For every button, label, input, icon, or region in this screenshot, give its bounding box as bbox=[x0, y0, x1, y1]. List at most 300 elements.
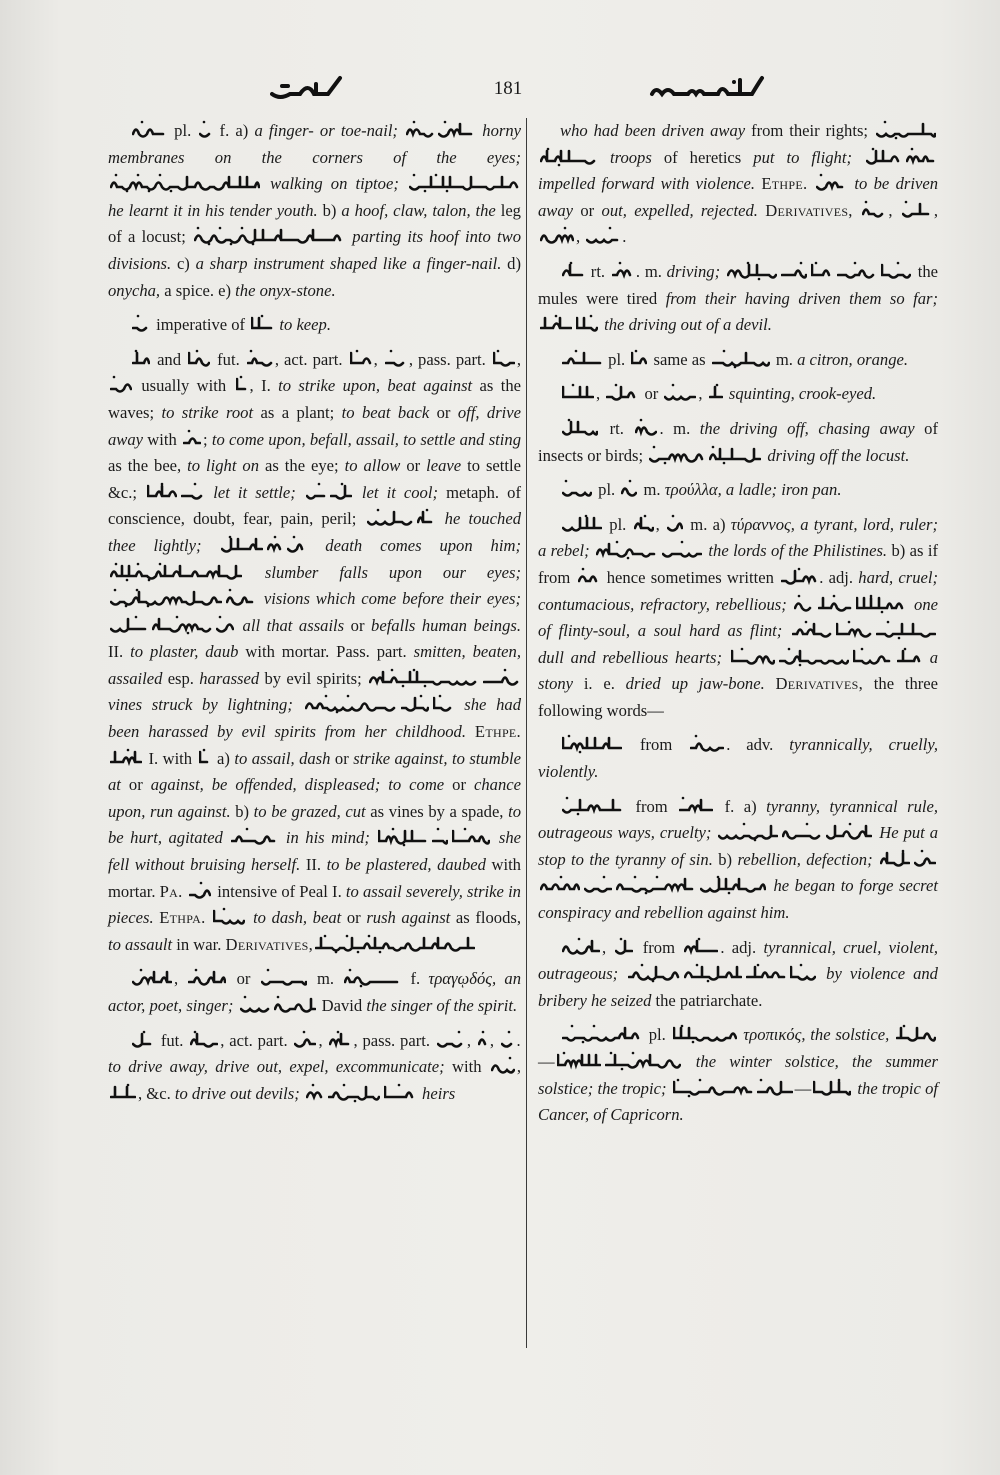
syriac-word bbox=[110, 562, 242, 582]
italic-gloss: let it cool; bbox=[353, 482, 447, 502]
syriac-word bbox=[578, 567, 600, 587]
italic-gloss: to plaster, daub bbox=[130, 642, 246, 662]
syriac-word bbox=[902, 200, 932, 220]
syriac-word bbox=[562, 796, 624, 816]
dictionary-entry bbox=[538, 118, 938, 251]
page-number: 181 bbox=[493, 78, 523, 99]
syriac-word bbox=[274, 995, 316, 1015]
italic-gloss: an actor, poet, singer; bbox=[108, 969, 522, 1015]
syriac-word bbox=[493, 349, 515, 369]
syriac-word bbox=[188, 968, 226, 988]
italic-gloss: leave bbox=[426, 456, 468, 476]
syriac-word bbox=[584, 875, 612, 895]
small-caps-label: Ethpa. bbox=[159, 908, 212, 928]
syriac-word bbox=[478, 1030, 488, 1050]
entry-text: m. bbox=[308, 969, 343, 989]
italic-gloss: to strike root bbox=[161, 402, 261, 422]
syriac-word bbox=[897, 647, 921, 667]
italic-gloss: she had been harassed by evil spirits from her childhood. bbox=[108, 695, 521, 742]
greek-word: τρούλλα, bbox=[664, 480, 722, 500]
entry-text: , &c. bbox=[138, 1083, 175, 1103]
italic-gloss: impelled forward with violence. bbox=[538, 174, 762, 194]
italic-gloss: a tyrant, lord, ruler; a rebel; bbox=[538, 514, 938, 561]
entry-text: usually with bbox=[134, 376, 234, 396]
italic-gloss: out, expelled, rejected. bbox=[601, 200, 766, 220]
entry-text: d) bbox=[507, 253, 521, 273]
entry-text: and bbox=[152, 349, 187, 369]
syriac-word bbox=[635, 418, 657, 438]
syriac-word bbox=[700, 875, 766, 895]
syriac-word bbox=[216, 615, 234, 635]
italic-gloss: against, be offended, displeased; to come bbox=[150, 775, 453, 795]
italic-gloss: by violence and bribery he seized bbox=[538, 964, 938, 1010]
entry-text: of insects or birds; bbox=[538, 418, 938, 465]
syriac-word bbox=[779, 647, 849, 667]
italic-gloss: tyrannical, cruel, violent, outrageous; bbox=[538, 937, 938, 984]
small-caps-label: Ethpe. bbox=[761, 174, 815, 194]
italic-gloss: strike against, to stumble at bbox=[108, 748, 521, 795]
italic-gloss: a finger- or toe-nail; bbox=[254, 121, 405, 140]
syriac-word bbox=[562, 734, 622, 754]
italic-gloss: he learnt it in his tender youth. bbox=[108, 200, 323, 220]
syriac-word bbox=[727, 261, 777, 281]
entry-text: or bbox=[334, 748, 354, 768]
entry-text: , bbox=[466, 1030, 476, 1050]
syriac-word bbox=[757, 1078, 793, 1098]
syriac-word bbox=[649, 445, 705, 465]
italic-gloss: parting its hoof into two divisions. bbox=[108, 227, 522, 273]
syriac-word bbox=[876, 120, 936, 140]
entry-text: with mortar. bbox=[108, 855, 521, 901]
entry-text: f. bbox=[402, 969, 429, 989]
italic-gloss: harassed bbox=[199, 668, 265, 688]
syriac-word bbox=[781, 261, 807, 281]
italic-gloss: to allow bbox=[344, 456, 407, 476]
syriac-word bbox=[384, 1083, 416, 1103]
entry-text: to settle &c.; bbox=[108, 456, 521, 502]
italic-gloss: . to drive away, drive out, expel, excommunicate; bbox=[108, 1030, 522, 1077]
syriac-word bbox=[562, 1024, 642, 1044]
small-caps-label: Derivatives, bbox=[775, 674, 864, 694]
syriac-word bbox=[605, 1051, 681, 1071]
syriac-word bbox=[190, 1030, 218, 1050]
syriac-word bbox=[110, 1083, 136, 1103]
italic-gloss: vines struck by lightning; bbox=[108, 695, 303, 715]
syriac-word bbox=[811, 261, 833, 281]
syriac-word bbox=[199, 120, 211, 140]
entry-text: of heretics bbox=[663, 147, 754, 167]
entry-text: b) bbox=[718, 849, 738, 869]
syriac-word bbox=[782, 822, 822, 842]
entry-text: i. e. bbox=[583, 674, 626, 694]
entry-text: . adj. bbox=[720, 937, 764, 957]
syriac-word bbox=[267, 535, 283, 555]
syriac-word bbox=[132, 314, 150, 334]
entry-text: or bbox=[452, 775, 474, 795]
syriac-word bbox=[330, 482, 352, 502]
entry-text: m. bbox=[771, 349, 798, 369]
entry-text: — bbox=[538, 1052, 555, 1071]
italic-gloss: the winter solstice, the summer solstice; the tropic; bbox=[538, 1052, 938, 1098]
entry-text: , bbox=[576, 227, 585, 247]
entry-text: esp. bbox=[167, 668, 200, 688]
entry-text: pl. bbox=[594, 480, 620, 500]
entry-text: or bbox=[640, 384, 663, 404]
syriac-word bbox=[132, 120, 166, 140]
syriac-word bbox=[557, 1051, 601, 1071]
syriac-word bbox=[189, 881, 211, 901]
syriac-word bbox=[401, 694, 429, 714]
entry-text: , bbox=[933, 200, 938, 220]
italic-gloss: a ladle; iron pan. bbox=[721, 480, 842, 500]
syriac-word bbox=[562, 261, 584, 281]
dictionary-entry bbox=[538, 477, 938, 504]
syriac-word bbox=[631, 349, 647, 369]
entry-text: , bbox=[888, 200, 900, 220]
italic-gloss: one of flinty-soul, a soul hard as flint; bbox=[538, 594, 938, 641]
entry-text: , pass. part. bbox=[353, 1030, 435, 1050]
entry-text: or bbox=[346, 908, 367, 928]
syriac-word bbox=[110, 748, 142, 768]
entry-text: hence sometimes written bbox=[601, 567, 780, 587]
syriac-word bbox=[213, 907, 245, 927]
syriac-word bbox=[294, 1030, 316, 1050]
syriac-word bbox=[586, 226, 620, 246]
italic-gloss: off, drive away bbox=[108, 402, 521, 449]
syriac-word bbox=[132, 1030, 154, 1050]
italic-gloss: to be hurt, agitated bbox=[108, 801, 521, 848]
italic-gloss: let it settle; bbox=[205, 482, 304, 502]
syriac-word bbox=[792, 620, 832, 640]
syriac-running-head-right bbox=[648, 74, 768, 104]
syriac-word bbox=[562, 418, 598, 438]
syriac-word bbox=[483, 668, 519, 688]
italic-gloss: befalls human beings. bbox=[371, 615, 521, 635]
syriac-word bbox=[896, 1024, 936, 1044]
italic-gloss: dull and rebellious hearts; bbox=[538, 647, 729, 667]
entry-text: the three following words— bbox=[538, 674, 938, 720]
italic-gloss: the driving off, chasing away bbox=[699, 418, 925, 438]
syriac-word bbox=[746, 963, 786, 983]
syriac-word bbox=[406, 120, 434, 140]
entry-text: as floods, bbox=[455, 908, 521, 928]
italic-gloss: a hoof, claw, talon, the bbox=[341, 200, 501, 220]
entry-text: with bbox=[451, 1057, 489, 1077]
dictionary-entry bbox=[538, 347, 938, 374]
syriac-word bbox=[240, 995, 270, 1015]
syriac-word bbox=[452, 827, 490, 847]
syriac-word bbox=[432, 827, 448, 847]
small-caps-label: Ethpe. bbox=[474, 722, 521, 742]
syriac-word bbox=[188, 349, 210, 369]
syriac-word bbox=[818, 594, 852, 614]
entry-text: rt. bbox=[586, 261, 610, 281]
syriac-word bbox=[110, 375, 132, 395]
entry-text: . bbox=[622, 227, 627, 247]
syriac-word bbox=[181, 482, 203, 502]
syriac-word bbox=[344, 968, 400, 988]
syriac-word bbox=[826, 822, 872, 842]
syriac-word bbox=[684, 963, 742, 983]
dictionary-entry bbox=[538, 1022, 938, 1128]
entry-text: the mules were tired bbox=[538, 261, 939, 308]
syriac-word bbox=[881, 261, 911, 281]
syriac-word bbox=[385, 349, 407, 369]
syriac-word bbox=[562, 514, 602, 534]
syriac-word bbox=[615, 937, 633, 957]
italic-gloss: to be driven away bbox=[538, 174, 938, 220]
entry-text: or bbox=[228, 969, 259, 989]
entry-text: from bbox=[624, 735, 689, 755]
entry-text: fut. bbox=[156, 1030, 189, 1050]
italic-gloss: to dash, beat bbox=[247, 908, 347, 928]
italic-gloss: she fell without bruising herself. bbox=[108, 828, 521, 875]
entry-text: . m. bbox=[659, 418, 700, 438]
entry-text: , act. part. bbox=[274, 349, 348, 369]
entry-text: by evil spirits; bbox=[264, 668, 367, 688]
entry-text: , bbox=[602, 937, 614, 957]
syriac-word bbox=[236, 375, 248, 395]
syriac-word bbox=[247, 349, 273, 369]
entry-text: with bbox=[147, 429, 182, 449]
syriac-word bbox=[837, 261, 877, 281]
dictionary-entry bbox=[538, 732, 938, 785]
italic-gloss: all that assails bbox=[236, 615, 351, 635]
italic-gloss: death comes upon him; bbox=[307, 535, 521, 555]
italic-gloss: onycha, bbox=[108, 280, 165, 300]
syriac-word bbox=[596, 540, 658, 560]
syriac-word bbox=[437, 1030, 465, 1050]
italic-gloss: chance upon, run against. bbox=[108, 775, 521, 821]
entry-text: b) as if from bbox=[538, 541, 938, 587]
entry-text: as vines by a spade, bbox=[370, 801, 509, 821]
syriac-word bbox=[709, 445, 761, 465]
syriac-word bbox=[378, 827, 428, 847]
syriac-word bbox=[731, 647, 775, 667]
italic-gloss: he began to forge secret conspiracy and rebellion against him. bbox=[538, 876, 938, 923]
syriac-word bbox=[251, 314, 273, 334]
left-column bbox=[108, 118, 521, 1115]
syriac-word bbox=[790, 963, 816, 983]
entry-text: or bbox=[350, 615, 372, 635]
small-caps-label: Derivatives, bbox=[765, 200, 861, 220]
italic-gloss: troops bbox=[598, 147, 664, 167]
entry-text: f. a) bbox=[213, 121, 255, 140]
entry-text: c) bbox=[176, 253, 196, 273]
italic-gloss: to assail, dash bbox=[234, 748, 335, 768]
syriac-word bbox=[147, 482, 177, 502]
dictionary-entry bbox=[538, 259, 938, 339]
syriac-word bbox=[221, 535, 263, 555]
italic-gloss: slumber falls upon our eyes; bbox=[244, 562, 521, 582]
right-column bbox=[538, 118, 938, 1137]
syriac-word bbox=[562, 349, 602, 369]
italic-gloss: the tropic of Cancer, of Capricorn. bbox=[538, 1078, 938, 1125]
syriac-word bbox=[612, 261, 634, 281]
entry-text: , bbox=[174, 969, 187, 989]
dictionary-entry bbox=[538, 381, 938, 408]
syriac-word bbox=[306, 1083, 324, 1103]
italic-gloss: to light on bbox=[187, 456, 265, 476]
syriac-word bbox=[328, 1083, 380, 1103]
syriac-word bbox=[287, 535, 305, 555]
entry-text: as the eye; bbox=[265, 456, 345, 476]
entry-text: from their rights; bbox=[751, 121, 874, 140]
syriac-word bbox=[662, 540, 702, 560]
bottom-margin bbox=[0, 1350, 1000, 1475]
syriac-word bbox=[816, 173, 846, 193]
entry-text: e) bbox=[218, 280, 236, 300]
syriac-word bbox=[673, 1078, 753, 1098]
entry-text: , bbox=[516, 349, 521, 369]
entry-text: or bbox=[128, 775, 151, 795]
italic-gloss: who had been driven away bbox=[560, 121, 752, 140]
italic-gloss: driving off the locust. bbox=[763, 445, 910, 465]
italic-gloss: horny membranes on the corners of the eyes; bbox=[108, 121, 521, 167]
entry-text: rt. bbox=[600, 418, 634, 438]
entry-text: pl. bbox=[604, 514, 632, 534]
syriac-word bbox=[110, 588, 222, 608]
italic-gloss: the driving out of a devil. bbox=[600, 315, 772, 335]
syriac-word bbox=[906, 147, 936, 167]
entry-text: or bbox=[580, 200, 602, 220]
entry-text: — bbox=[794, 1078, 812, 1098]
syriac-word bbox=[409, 173, 519, 193]
entry-text: fut. bbox=[212, 349, 245, 369]
syriac-word bbox=[712, 349, 770, 369]
entry-text: or bbox=[436, 402, 458, 422]
entry-text: , bbox=[698, 384, 707, 404]
syriac-word bbox=[634, 514, 654, 534]
italic-gloss: the solstice, bbox=[805, 1025, 894, 1045]
syriac-word bbox=[673, 1024, 737, 1044]
italic-gloss: smitten, beaten, assailed bbox=[108, 642, 521, 688]
italic-gloss: a citron, orange. bbox=[797, 349, 909, 369]
entry-text: as the waves; bbox=[108, 376, 521, 422]
entry-text: , act. part. bbox=[220, 1030, 293, 1050]
entry-text: b) bbox=[235, 801, 254, 821]
syriac-word bbox=[679, 796, 713, 816]
italic-gloss: a sharp instrument shaped like a finger-nail. bbox=[195, 253, 508, 273]
italic-gloss: to be plastered, daubed bbox=[326, 855, 492, 875]
syriac-word bbox=[491, 1056, 515, 1076]
italic-gloss: rush against bbox=[366, 908, 456, 928]
entry-text: as a plant; bbox=[260, 402, 342, 422]
syriac-word bbox=[152, 615, 212, 635]
entry-text: David bbox=[317, 996, 367, 1015]
small-caps-label: Pa. bbox=[159, 881, 188, 901]
entry-text: , bbox=[318, 1030, 328, 1050]
italic-gloss: to beat back bbox=[341, 402, 437, 422]
syriac-word bbox=[433, 694, 453, 714]
syriac-word bbox=[306, 482, 326, 502]
syriac-word bbox=[684, 937, 718, 957]
syriac-word bbox=[132, 968, 172, 988]
entry-text: imperative of bbox=[152, 315, 250, 335]
entry-text: , pass. part. bbox=[408, 349, 491, 369]
entry-text: II. bbox=[108, 642, 131, 662]
syriac-word bbox=[718, 822, 778, 842]
italic-gloss: the onyx-stone. bbox=[235, 280, 336, 300]
italic-gloss: hard, cruel; contumacious, refractory, rebellious; bbox=[538, 567, 939, 614]
running-header bbox=[0, 72, 1000, 108]
entry-text: metaph. of conscience, doubt, fear, pain, peril; bbox=[108, 482, 521, 529]
italic-gloss: from their having driven them so far; bbox=[665, 288, 939, 308]
italic-gloss: dried up jaw-bone. bbox=[625, 674, 776, 694]
entry-text: intensive of Peal I. bbox=[213, 881, 346, 901]
entry-text: the patriarchate. bbox=[655, 990, 763, 1010]
syriac-word bbox=[540, 314, 572, 334]
entry-text: from bbox=[635, 937, 683, 957]
syriac-word bbox=[417, 508, 435, 528]
syriac-word bbox=[540, 875, 580, 895]
entry-text: , bbox=[489, 1030, 499, 1050]
dictionary-entry bbox=[108, 118, 521, 304]
italic-gloss: to come upon, befall, assail, to settle and sting bbox=[211, 429, 521, 449]
entry-text: pl. bbox=[644, 1025, 671, 1045]
column-divider bbox=[526, 118, 527, 1348]
syriac-word bbox=[853, 647, 893, 667]
syriac-word bbox=[369, 668, 479, 688]
italic-gloss: to drive out devils; bbox=[174, 1083, 304, 1103]
italic-gloss: to keep. bbox=[275, 315, 331, 335]
syriac-word bbox=[315, 934, 475, 954]
entry-text: . adv. bbox=[726, 735, 790, 755]
italic-gloss: to be grazed, cut bbox=[253, 801, 371, 821]
syriac-word bbox=[813, 1078, 851, 1098]
greek-word: τραγῳδός, bbox=[428, 969, 497, 989]
italic-gloss: a stony bbox=[538, 647, 939, 694]
italic-gloss: visions which come before their eyes; bbox=[258, 589, 521, 609]
syriac-word bbox=[540, 226, 574, 246]
syriac-word bbox=[367, 508, 413, 528]
entry-text: I. bbox=[261, 376, 279, 396]
entry-text: I. with bbox=[144, 748, 197, 768]
greek-word: τροπικός, bbox=[738, 1025, 806, 1045]
italic-gloss: heirs bbox=[417, 1083, 456, 1103]
italic-gloss: put to flight; bbox=[753, 147, 864, 167]
entry-text: f. a) bbox=[715, 796, 767, 816]
syriac-word bbox=[880, 849, 910, 869]
dictionary-entry bbox=[538, 416, 938, 469]
italic-gloss: rebellion, defection; bbox=[737, 849, 878, 869]
syriac-word bbox=[540, 147, 596, 167]
dictionary-entry bbox=[538, 512, 938, 725]
syriac-word bbox=[438, 120, 474, 140]
entry-text: or bbox=[406, 456, 427, 476]
italic-gloss: tyranny, tyrannical rule, outrageous ways, cruelty; bbox=[538, 796, 938, 843]
italic-gloss: to assault bbox=[108, 934, 177, 954]
italic-gloss: squinting, crook-eyed. bbox=[724, 384, 877, 404]
syriac-word bbox=[231, 827, 277, 847]
syriac-word bbox=[621, 479, 637, 499]
entry-text: with mortar. Pass. part. bbox=[245, 642, 414, 662]
italic-gloss: he touched thee lightly; bbox=[108, 509, 521, 555]
italic-gloss: tyrannically, cruelly, violently. bbox=[538, 735, 938, 782]
syriac-word bbox=[576, 314, 598, 334]
entry-text: . m. bbox=[635, 261, 667, 281]
entry-text: m. bbox=[639, 480, 665, 500]
entry-text: as the bee, bbox=[108, 456, 188, 476]
syriac-word bbox=[664, 383, 696, 403]
entry-text: , bbox=[249, 376, 262, 396]
italic-gloss: walking on tiptoe; bbox=[262, 174, 407, 194]
syriac-word bbox=[194, 226, 344, 246]
syriac-word bbox=[562, 937, 600, 957]
entry-text: . adj. bbox=[819, 567, 859, 587]
italic-gloss: He put a stop to the tyranny of sin. bbox=[538, 823, 938, 869]
dictionary-entry bbox=[538, 794, 938, 927]
